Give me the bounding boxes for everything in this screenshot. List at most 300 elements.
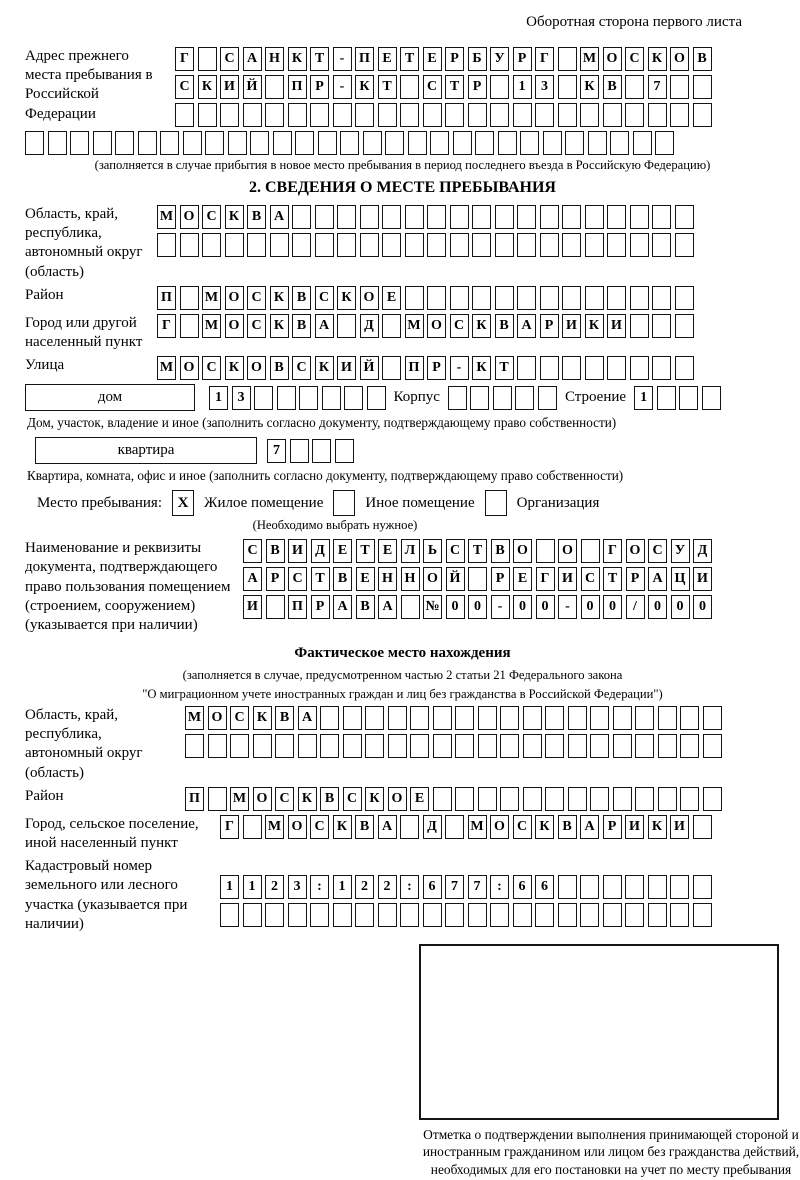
char-cell[interactable] [545, 706, 564, 730]
char-cell[interactable]: Г [220, 815, 239, 839]
char-cell[interactable] [545, 787, 564, 811]
char-cell[interactable]: С [315, 286, 334, 310]
char-cell[interactable] [536, 539, 555, 563]
char-cell[interactable]: Т [310, 47, 329, 71]
char-cell[interactable] [590, 706, 609, 730]
char-cell[interactable] [427, 286, 446, 310]
char-cell[interactable] [320, 706, 339, 730]
char-cell[interactable] [337, 205, 356, 229]
char-cell[interactable]: Н [265, 47, 284, 71]
char-cell[interactable] [633, 131, 652, 155]
char-cell[interactable]: К [580, 75, 599, 99]
char-cell[interactable] [585, 356, 604, 380]
char-cell[interactable]: : [400, 875, 419, 899]
char-cell[interactable]: Д [360, 314, 379, 338]
char-cell[interactable]: Е [410, 787, 429, 811]
char-cell[interactable]: И [558, 567, 577, 591]
char-cell[interactable]: К [198, 75, 217, 99]
char-cell[interactable] [580, 875, 599, 899]
char-cell[interactable]: В [247, 205, 266, 229]
char-cell[interactable]: С [625, 47, 644, 71]
char-cell[interactable]: И [562, 314, 581, 338]
char-cell[interactable]: 0 [446, 595, 465, 619]
char-cell[interactable] [401, 595, 420, 619]
char-cell[interactable] [243, 103, 262, 127]
char-cell[interactable] [558, 103, 577, 127]
char-cell[interactable]: Й [243, 75, 262, 99]
char-cell[interactable] [265, 103, 284, 127]
char-cell[interactable] [478, 787, 497, 811]
char-cell[interactable] [430, 131, 449, 155]
char-cell[interactable]: Р [540, 314, 559, 338]
char-cell[interactable] [590, 787, 609, 811]
char-cell[interactable] [513, 103, 532, 127]
char-cell[interactable]: В [270, 356, 289, 380]
char-cell[interactable]: В [275, 706, 294, 730]
char-cell[interactable]: Ц [671, 567, 690, 591]
char-cell[interactable] [607, 356, 626, 380]
char-cell[interactable] [693, 103, 712, 127]
char-cell[interactable]: - [491, 595, 510, 619]
char-cell[interactable] [367, 386, 386, 410]
char-cell[interactable] [603, 103, 622, 127]
district-row[interactable] [157, 286, 694, 310]
char-cell[interactable]: Г [175, 47, 194, 71]
char-cell[interactable]: 0 [671, 595, 690, 619]
char-cell[interactable] [273, 131, 292, 155]
char-cell[interactable] [535, 903, 554, 927]
char-cell[interactable]: 0 [468, 595, 487, 619]
char-cell[interactable] [360, 205, 379, 229]
char-cell[interactable]: О [360, 286, 379, 310]
char-cell[interactable] [337, 233, 356, 257]
char-cell[interactable] [658, 787, 677, 811]
char-cell[interactable]: К [315, 356, 334, 380]
actual-city-row[interactable] [220, 815, 712, 839]
checkbox-residential[interactable]: X [172, 490, 194, 516]
char-cell[interactable]: В [355, 815, 374, 839]
char-cell[interactable]: В [333, 567, 352, 591]
char-cell[interactable]: К [270, 286, 289, 310]
char-cell[interactable]: Г [535, 47, 554, 71]
char-cell[interactable]: - [333, 47, 352, 71]
actual-region-row-1[interactable] [185, 706, 722, 730]
char-cell[interactable] [208, 734, 227, 758]
char-cell[interactable] [453, 131, 472, 155]
char-cell[interactable] [675, 205, 694, 229]
char-cell[interactable] [243, 815, 262, 839]
char-cell[interactable] [675, 356, 694, 380]
char-cell[interactable] [520, 131, 539, 155]
char-cell[interactable] [652, 314, 671, 338]
char-cell[interactable] [495, 233, 514, 257]
char-cell[interactable] [630, 356, 649, 380]
cadastre-row-2[interactable] [220, 903, 712, 927]
char-cell[interactable]: А [378, 595, 397, 619]
char-cell[interactable]: К [288, 47, 307, 71]
prev-address-row-4[interactable] [25, 131, 780, 155]
char-cell[interactable] [25, 131, 44, 155]
char-cell[interactable] [400, 75, 419, 99]
char-cell[interactable]: 7 [445, 875, 464, 899]
char-cell[interactable]: К [365, 787, 384, 811]
char-cell[interactable] [410, 734, 429, 758]
char-cell[interactable]: 2 [355, 875, 374, 899]
char-cell[interactable] [315, 205, 334, 229]
char-cell[interactable]: М [157, 205, 176, 229]
char-cell[interactable] [540, 286, 559, 310]
char-cell[interactable]: О [626, 539, 645, 563]
char-cell[interactable]: С [243, 539, 262, 563]
char-cell[interactable] [198, 103, 217, 127]
char-cell[interactable] [198, 47, 217, 71]
char-cell[interactable] [405, 286, 424, 310]
char-cell[interactable]: М [157, 356, 176, 380]
char-cell[interactable] [70, 131, 89, 155]
char-cell[interactable]: Л [401, 539, 420, 563]
char-cell[interactable] [648, 875, 667, 899]
char-cell[interactable] [455, 706, 474, 730]
char-cell[interactable] [382, 205, 401, 229]
char-cell[interactable] [160, 131, 179, 155]
char-cell[interactable]: И [607, 314, 626, 338]
char-cell[interactable] [470, 386, 489, 410]
char-cell[interactable] [343, 734, 362, 758]
char-cell[interactable] [543, 131, 562, 155]
char-cell[interactable]: К [648, 815, 667, 839]
char-cell[interactable] [562, 205, 581, 229]
char-cell[interactable] [405, 233, 424, 257]
char-cell[interactable] [423, 903, 442, 927]
char-cell[interactable]: А [243, 567, 262, 591]
char-cell[interactable]: С [230, 706, 249, 730]
char-cell[interactable]: Е [378, 47, 397, 71]
char-cell[interactable] [523, 706, 542, 730]
char-cell[interactable] [613, 706, 632, 730]
char-cell[interactable]: Н [378, 567, 397, 591]
char-cell[interactable]: А [517, 314, 536, 338]
char-cell[interactable] [540, 233, 559, 257]
char-cell[interactable] [310, 103, 329, 127]
char-cell[interactable] [433, 734, 452, 758]
char-cell[interactable] [450, 286, 469, 310]
char-cell[interactable] [448, 386, 467, 410]
char-cell[interactable] [253, 734, 272, 758]
char-cell[interactable]: Н [401, 567, 420, 591]
char-cell[interactable]: К [298, 787, 317, 811]
char-cell[interactable] [585, 205, 604, 229]
char-cell[interactable] [675, 233, 694, 257]
char-cell[interactable]: Р [513, 47, 532, 71]
char-cell[interactable]: В [558, 815, 577, 839]
char-cell[interactable] [288, 903, 307, 927]
char-cell[interactable]: 3 [232, 386, 251, 410]
char-cell[interactable]: Р [445, 47, 464, 71]
char-cell[interactable] [558, 47, 577, 71]
char-cell[interactable]: А [648, 567, 667, 591]
char-cell[interactable] [607, 233, 626, 257]
char-cell[interactable]: 0 [648, 595, 667, 619]
char-cell[interactable] [652, 286, 671, 310]
checkbox-other-premises[interactable] [333, 490, 355, 516]
char-cell[interactable]: / [626, 595, 645, 619]
char-cell[interactable]: Р [603, 815, 622, 839]
char-cell[interactable] [580, 103, 599, 127]
actual-region-row-2[interactable] [185, 734, 722, 758]
char-cell[interactable] [562, 233, 581, 257]
char-cell[interactable] [445, 903, 464, 927]
char-cell[interactable] [433, 787, 452, 811]
char-cell[interactable] [635, 706, 654, 730]
char-cell[interactable] [225, 233, 244, 257]
char-cell[interactable] [472, 233, 491, 257]
char-cell[interactable]: 0 [581, 595, 600, 619]
char-cell[interactable] [175, 103, 194, 127]
char-cell[interactable]: С [343, 787, 362, 811]
char-cell[interactable] [180, 286, 199, 310]
char-cell[interactable] [295, 131, 314, 155]
char-cell[interactable] [568, 706, 587, 730]
char-cell[interactable]: 0 [513, 595, 532, 619]
char-cell[interactable] [693, 875, 712, 899]
char-cell[interactable]: 3 [535, 75, 554, 99]
char-cell[interactable] [693, 815, 712, 839]
char-cell[interactable]: И [693, 567, 712, 591]
char-cell[interactable]: М [185, 706, 204, 730]
char-cell[interactable]: 0 [693, 595, 712, 619]
char-cell[interactable]: К [225, 356, 244, 380]
char-cell[interactable]: К [585, 314, 604, 338]
char-cell[interactable]: О [253, 787, 272, 811]
char-cell[interactable] [670, 103, 689, 127]
char-cell[interactable]: 1 [209, 386, 228, 410]
char-cell[interactable] [400, 103, 419, 127]
char-cell[interactable] [333, 103, 352, 127]
char-cell[interactable] [298, 734, 317, 758]
char-cell[interactable] [355, 903, 374, 927]
char-cell[interactable]: К [355, 75, 374, 99]
char-cell[interactable] [625, 875, 644, 899]
char-cell[interactable] [299, 386, 318, 410]
document-row-1[interactable] [243, 539, 712, 563]
char-cell[interactable] [675, 314, 694, 338]
char-cell[interactable]: О [603, 47, 622, 71]
char-cell[interactable]: О [225, 286, 244, 310]
prev-address-row-3[interactable] [175, 103, 712, 127]
char-cell[interactable]: А [270, 205, 289, 229]
char-cell[interactable] [468, 903, 487, 927]
char-cell[interactable]: В [266, 539, 285, 563]
char-cell[interactable] [585, 233, 604, 257]
char-cell[interactable] [290, 439, 309, 463]
char-cell[interactable]: В [356, 595, 375, 619]
char-cell[interactable]: К [333, 815, 352, 839]
char-cell[interactable]: С [275, 787, 294, 811]
char-cell[interactable] [490, 903, 509, 927]
char-cell[interactable] [265, 903, 284, 927]
char-cell[interactable]: Т [400, 47, 419, 71]
char-cell[interactable]: 2 [265, 875, 284, 899]
char-cell[interactable]: Д [693, 539, 712, 563]
char-cell[interactable] [93, 131, 112, 155]
char-cell[interactable] [613, 734, 632, 758]
char-cell[interactable] [230, 734, 249, 758]
char-cell[interactable] [613, 787, 632, 811]
char-cell[interactable] [450, 205, 469, 229]
char-cell[interactable]: Й [360, 356, 379, 380]
char-cell[interactable]: 2 [378, 875, 397, 899]
prev-address-row-1[interactable] [175, 47, 712, 71]
char-cell[interactable] [410, 706, 429, 730]
char-cell[interactable]: П [185, 787, 204, 811]
checkbox-organization[interactable] [485, 490, 507, 516]
char-cell[interactable]: 1 [333, 875, 352, 899]
char-cell[interactable] [378, 903, 397, 927]
char-cell[interactable]: В [693, 47, 712, 71]
char-cell[interactable] [538, 386, 557, 410]
char-cell[interactable] [472, 286, 491, 310]
char-cell[interactable]: С [513, 815, 532, 839]
char-cell[interactable]: Е [356, 567, 375, 591]
char-cell[interactable]: - [450, 356, 469, 380]
char-cell[interactable] [693, 75, 712, 99]
char-cell[interactable]: О [247, 356, 266, 380]
char-cell[interactable] [630, 233, 649, 257]
apartment-cells[interactable] [267, 439, 354, 463]
char-cell[interactable]: О [180, 356, 199, 380]
char-cell[interactable]: Т [356, 539, 375, 563]
char-cell[interactable]: К [472, 356, 491, 380]
char-cell[interactable] [388, 706, 407, 730]
char-cell[interactable]: С [202, 205, 221, 229]
city-row[interactable] [157, 314, 694, 338]
char-cell[interactable] [337, 314, 356, 338]
char-cell[interactable] [703, 734, 722, 758]
char-cell[interactable] [693, 903, 712, 927]
char-cell[interactable] [292, 233, 311, 257]
char-cell[interactable]: В [603, 75, 622, 99]
char-cell[interactable] [523, 787, 542, 811]
document-row-3[interactable] [243, 595, 712, 619]
char-cell[interactable] [382, 356, 401, 380]
char-cell[interactable]: И [337, 356, 356, 380]
char-cell[interactable] [427, 233, 446, 257]
char-cell[interactable]: Е [378, 539, 397, 563]
char-cell[interactable] [363, 131, 382, 155]
char-cell[interactable] [679, 386, 698, 410]
char-cell[interactable] [630, 205, 649, 229]
char-cell[interactable] [318, 131, 337, 155]
char-cell[interactable] [138, 131, 157, 155]
char-cell[interactable] [312, 439, 331, 463]
char-cell[interactable] [344, 386, 363, 410]
char-cell[interactable] [498, 131, 517, 155]
char-cell[interactable] [310, 903, 329, 927]
char-cell[interactable] [378, 103, 397, 127]
char-cell[interactable]: С [423, 75, 442, 99]
char-cell[interactable] [400, 815, 419, 839]
char-cell[interactable] [540, 356, 559, 380]
char-cell[interactable] [680, 787, 699, 811]
char-cell[interactable] [610, 131, 629, 155]
char-cell[interactable] [607, 205, 626, 229]
char-cell[interactable] [490, 75, 509, 99]
char-cell[interactable] [183, 131, 202, 155]
char-cell[interactable]: С [220, 47, 239, 71]
char-cell[interactable]: О [288, 815, 307, 839]
char-cell[interactable]: Ь [423, 539, 442, 563]
char-cell[interactable] [657, 386, 676, 410]
char-cell[interactable]: П [355, 47, 374, 71]
char-cell[interactable] [343, 706, 362, 730]
char-cell[interactable] [680, 706, 699, 730]
char-cell[interactable] [517, 286, 536, 310]
char-cell[interactable]: № [423, 595, 442, 619]
char-cell[interactable]: 6 [423, 875, 442, 899]
char-cell[interactable]: К [535, 815, 554, 839]
char-cell[interactable]: Т [468, 539, 487, 563]
char-cell[interactable] [517, 205, 536, 229]
char-cell[interactable]: О [670, 47, 689, 71]
char-cell[interactable] [625, 103, 644, 127]
char-cell[interactable] [220, 903, 239, 927]
char-cell[interactable] [205, 131, 224, 155]
char-cell[interactable]: О [180, 205, 199, 229]
cadastre-row-1[interactable] [220, 875, 712, 899]
char-cell[interactable]: И [670, 815, 689, 839]
char-cell[interactable]: М [230, 787, 249, 811]
char-cell[interactable]: - [558, 595, 577, 619]
char-cell[interactable] [423, 103, 442, 127]
char-cell[interactable] [658, 734, 677, 758]
char-cell[interactable] [588, 131, 607, 155]
char-cell[interactable] [243, 903, 262, 927]
char-cell[interactable]: О [225, 314, 244, 338]
char-cell[interactable] [558, 875, 577, 899]
prev-address-row-2[interactable] [175, 75, 712, 99]
char-cell[interactable]: С [292, 356, 311, 380]
char-cell[interactable] [635, 787, 654, 811]
char-cell[interactable]: С [247, 314, 266, 338]
char-cell[interactable]: А [243, 47, 262, 71]
char-cell[interactable] [500, 734, 519, 758]
char-cell[interactable] [535, 103, 554, 127]
char-cell[interactable]: О [513, 539, 532, 563]
char-cell[interactable]: Т [445, 75, 464, 99]
char-cell[interactable] [408, 131, 427, 155]
char-cell[interactable]: О [558, 539, 577, 563]
char-cell[interactable]: Г [536, 567, 555, 591]
char-cell[interactable] [455, 734, 474, 758]
char-cell[interactable]: А [333, 595, 352, 619]
char-cell[interactable]: В [495, 314, 514, 338]
char-cell[interactable] [703, 706, 722, 730]
char-cell[interactable]: С [202, 356, 221, 380]
char-cell[interactable] [558, 75, 577, 99]
char-cell[interactable]: 7 [648, 75, 667, 99]
char-cell[interactable] [652, 233, 671, 257]
char-cell[interactable]: А [315, 314, 334, 338]
char-cell[interactable] [220, 103, 239, 127]
char-cell[interactable]: В [292, 314, 311, 338]
char-cell[interactable]: В [292, 286, 311, 310]
char-cell[interactable] [652, 205, 671, 229]
char-cell[interactable]: С [446, 539, 465, 563]
char-cell[interactable]: А [378, 815, 397, 839]
char-cell[interactable]: П [288, 595, 307, 619]
char-cell[interactable] [270, 233, 289, 257]
char-cell[interactable]: С [648, 539, 667, 563]
